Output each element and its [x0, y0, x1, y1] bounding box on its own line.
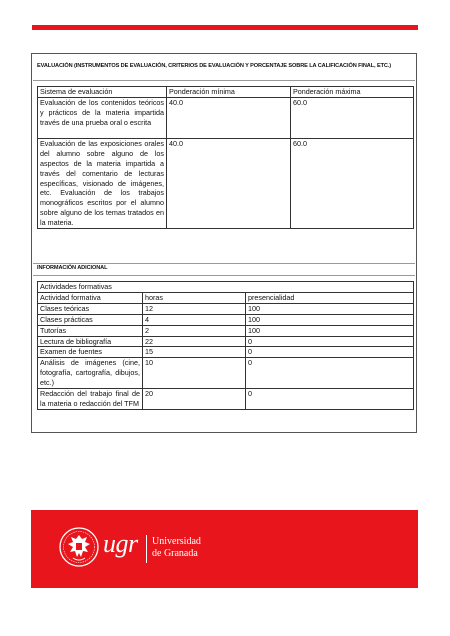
- university-name-line1: Universidad: [152, 536, 201, 547]
- activity-presence: 100: [246, 325, 414, 336]
- activity-presence: 100: [246, 314, 414, 325]
- additional-info-title: INFORMACIÓN ADICIONAL: [37, 265, 108, 271]
- activity-name: Lectura de bibliografía: [38, 336, 143, 347]
- coat-of-arms-icon: [59, 525, 99, 569]
- university-name: [152, 536, 201, 560]
- activity-hours: 10: [143, 358, 246, 389]
- activity-name: Redacción del trabajo final de la materia o redacción del TFM: [38, 389, 143, 410]
- activity-presence: 0: [246, 389, 414, 410]
- header-cell: horas: [143, 292, 246, 303]
- header-cell: presencialidad: [246, 292, 414, 303]
- activity-name: Análisis de imágenes (cine, fotografía, cartografía, dibujos, etc.): [38, 358, 143, 389]
- min-weight: 40.0: [167, 138, 291, 228]
- university-name-line2: de Granada: [152, 548, 198, 559]
- table-row: [38, 138, 414, 228]
- activity-presence: 0: [246, 336, 414, 347]
- table-header-row: [38, 292, 414, 303]
- footer-banner: [31, 510, 418, 588]
- table-row: [38, 314, 414, 325]
- activity-presence: 0: [246, 358, 414, 389]
- evaluation-table: [37, 86, 414, 229]
- activity-name: Clases prácticas: [38, 314, 143, 325]
- activities-table: [37, 281, 414, 410]
- header-cell: Actividad formativa: [38, 292, 143, 303]
- activity-hours: 20: [143, 389, 246, 410]
- evaluation-system: Evaluación de los contenidos teóricos y prácticos de la materia impartida través de una prueba oral o escrita: [38, 97, 167, 138]
- table-title-row: [38, 282, 414, 293]
- activity-name: Clases teóricas: [38, 303, 143, 314]
- table-row: [38, 389, 414, 410]
- header-cell: Ponderación máxima: [291, 87, 414, 98]
- header-red-rule: [32, 25, 418, 30]
- header-cell: Sistema de evaluación: [38, 87, 167, 98]
- activity-hours: 2: [143, 325, 246, 336]
- activity-name: Examen de fuentes: [38, 347, 143, 358]
- logo-divider: [146, 535, 147, 563]
- table-row: [38, 347, 414, 358]
- table-row: [38, 97, 414, 138]
- header-cell: Ponderación mínima: [167, 87, 291, 98]
- min-weight: 40.0: [167, 97, 291, 138]
- activities-title: Actividades formativas: [38, 282, 414, 293]
- activity-hours: 22: [143, 336, 246, 347]
- section-divider: [33, 275, 415, 276]
- activity-hours: 4: [143, 314, 246, 325]
- table-header-row: [38, 87, 414, 98]
- table-row: [38, 358, 414, 389]
- table-row: [38, 336, 414, 347]
- table-row: [38, 325, 414, 336]
- table-row: [38, 303, 414, 314]
- evaluation-section-title: EVALUACIÓN (INSTRUMENTOS DE EVALUACIÓN, CRITERIOS DE EVALUACIÓN Y PORCENTAJE SOBRE LA CALIFICACIÓN FINAL, ETC.): [37, 63, 392, 69]
- activity-presence: 0: [246, 347, 414, 358]
- activity-name: Tutorías: [38, 325, 143, 336]
- activity-hours: 12: [143, 303, 246, 314]
- max-weight: 60.0: [291, 138, 414, 228]
- activity-hours: 15: [143, 347, 246, 358]
- activity-presence: 100: [246, 303, 414, 314]
- evaluation-system: Evaluación de las exposiciones orales del alumno sobre alguno de los aspectos de la materia impartida a través del comentario de lecturas específicas, visionado de imágenes, etc. Evaluación de los trabajos monográficos escritos por el alumno sobre alguno de los temas tratados en la materia.: [38, 138, 167, 228]
- max-weight: 60.0: [291, 97, 414, 138]
- university-logo: [59, 523, 229, 571]
- section-divider: [33, 80, 415, 81]
- section-divider: [33, 263, 415, 264]
- logo-wordmark: ugr: [103, 529, 138, 558]
